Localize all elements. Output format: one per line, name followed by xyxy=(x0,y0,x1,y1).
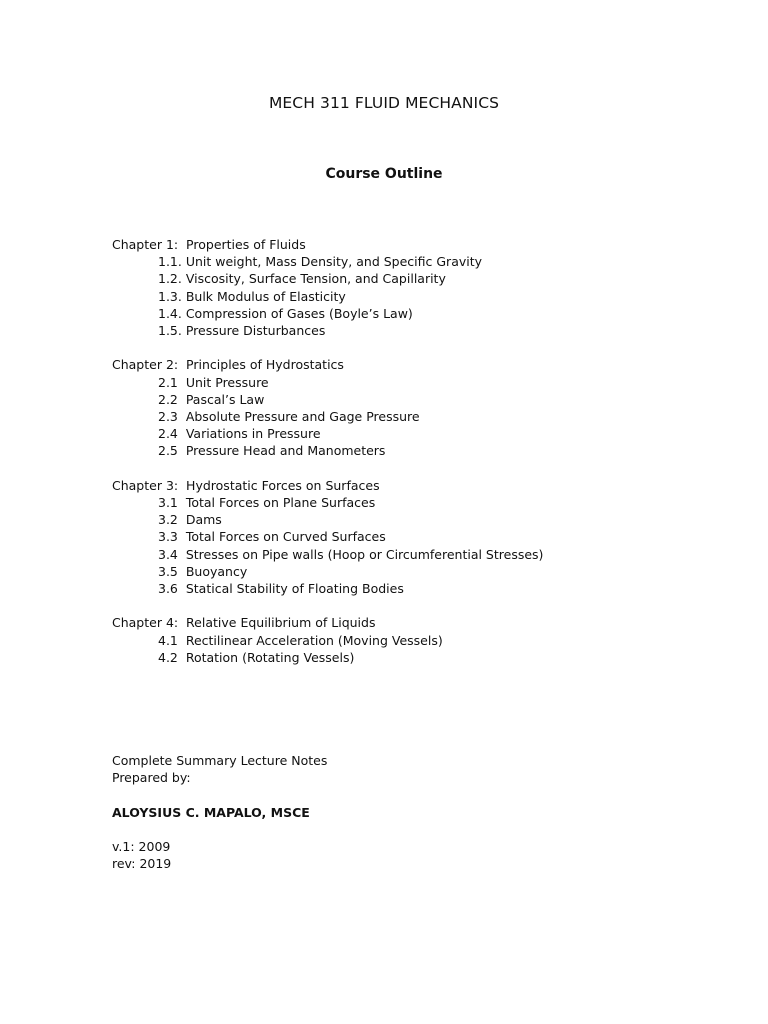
section-item: 3.5 Buoyancy xyxy=(158,563,248,579)
section-item: 1.2. Viscosity, Surface Tension, and Capillarity xyxy=(158,271,446,287)
section-item: 2.3 Absolute Pressure and Gage Pressure xyxy=(158,409,420,425)
chapter-1 xyxy=(112,236,712,339)
section-item: 1.4. Compression of Gases (Boyle’s Law) xyxy=(158,305,413,321)
section-item: 4.1 Rectilinear Acceleration (Moving Vessels) xyxy=(158,632,443,648)
revision-line: rev: 2019 xyxy=(112,856,172,872)
section-item: 1.1. Unit weight, Mass Density, and Specific Gravity xyxy=(158,254,483,270)
chapter-heading: Chapter 3: Hydrostatic Forces on Surfaces xyxy=(112,477,380,493)
version-info xyxy=(112,838,712,872)
prepared-by-label: Prepared by: xyxy=(112,770,191,786)
chapter-3 xyxy=(112,477,712,597)
document-footer xyxy=(112,752,712,872)
document-subtitle: Course Outline xyxy=(325,166,443,182)
author-name: ALOYSIUS C. MAPALO, MSCE xyxy=(112,804,310,820)
summary-note: Complete Summary Lecture Notes xyxy=(112,753,328,768)
section-item: 2.2 Pascal’s Law xyxy=(158,391,265,407)
section-item: 3.2 Dams xyxy=(158,512,222,528)
version-line: v.1: 2009 xyxy=(112,838,171,854)
chapter-heading: Chapter 2: Principles of Hydrostatics xyxy=(112,357,344,373)
section-item: 2.5 Pressure Head and Manometers xyxy=(158,443,386,459)
section-item: 1.3. Bulk Modulus of Elasticity xyxy=(158,288,346,304)
chapter-4 xyxy=(112,614,712,666)
chapter-heading: Chapter 4: Relative Equilibrium of Liquids xyxy=(112,615,376,631)
section-item: 3.1 Total Forces on Plane Surfaces xyxy=(158,495,376,511)
section-item: 3.6 Statical Stability of Floating Bodies xyxy=(158,581,404,597)
section-item: 3.4 Stresses on Pipe walls (Hoop or Circumferential Stresses) xyxy=(158,546,544,562)
document-title: MECH 311 FLUID MECHANICS xyxy=(268,94,500,112)
chapter-2 xyxy=(112,356,712,459)
section-item: 4.2 Rotation (Rotating Vessels) xyxy=(158,649,355,665)
chapter-heading: Chapter 1: Properties of Fluids xyxy=(112,237,306,252)
section-item: 1.5. Pressure Disturbances xyxy=(158,323,326,339)
section-item: 2.4 Variations in Pressure xyxy=(158,426,321,442)
section-item: 2.1 Unit Pressure xyxy=(158,374,269,390)
section-item: 3.3 Total Forces on Curved Surfaces xyxy=(158,529,386,545)
course-outline xyxy=(112,236,712,683)
